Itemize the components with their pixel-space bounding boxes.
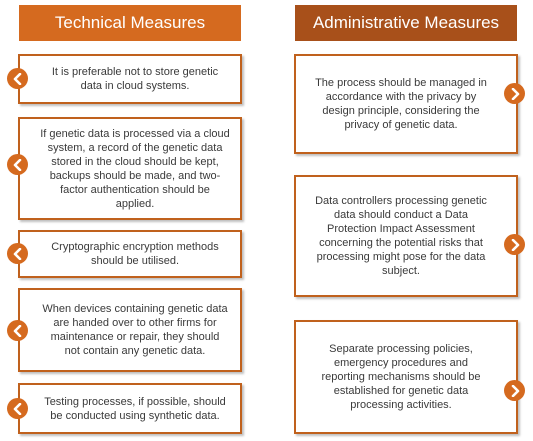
administrative-measure-2: Data controllers processing genetic data should conduct a Data Protection Impact Assessment concerning the potential risks that processing might pose for the data subject. xyxy=(294,175,518,297)
technical-measure-1: It is preferable not to store genetic data in cloud systems. xyxy=(18,54,242,104)
administrative-measures-header xyxy=(295,5,517,41)
chevron-left-icon[interactable] xyxy=(7,68,28,89)
chevron-left-icon[interactable] xyxy=(7,398,28,419)
technical-measure-3: Cryptographic encryption methods should be utilised. xyxy=(18,230,242,278)
chevron-right-icon[interactable] xyxy=(504,234,525,255)
chevron-right-icon[interactable] xyxy=(504,83,525,104)
technical-measure-4: When devices containing genetic data are handed over to other firms for maintenance or repair, they should not contain any genetic data. xyxy=(18,288,242,372)
chevron-left-icon[interactable] xyxy=(7,243,28,264)
administrative-measure-3: Separate processing policies, emergency procedures and reporting mechanisms should be established for genetic data processing activities. xyxy=(294,320,518,434)
administrative-measures-title: Administrative Measures xyxy=(312,13,500,32)
administrative-measure-1: The process should be managed in accordance with the privacy by design principle, considering the privacy of genetic data. xyxy=(294,54,518,154)
chevron-right-icon[interactable] xyxy=(504,380,525,401)
technical-measures-title: Technical Measures xyxy=(54,13,206,32)
technical-measures-header xyxy=(19,5,241,41)
chevron-left-icon[interactable] xyxy=(7,154,28,175)
technical-measure-2: If genetic data is processed via a cloud system, a record of the genetic data stored in the cloud should be kept, backups should be made, and two-factor authentication should be applied. xyxy=(18,117,242,220)
chevron-left-icon[interactable] xyxy=(7,320,28,341)
technical-measure-5: Testing processes, if possible, should be conducted using synthetic data. xyxy=(18,383,242,434)
